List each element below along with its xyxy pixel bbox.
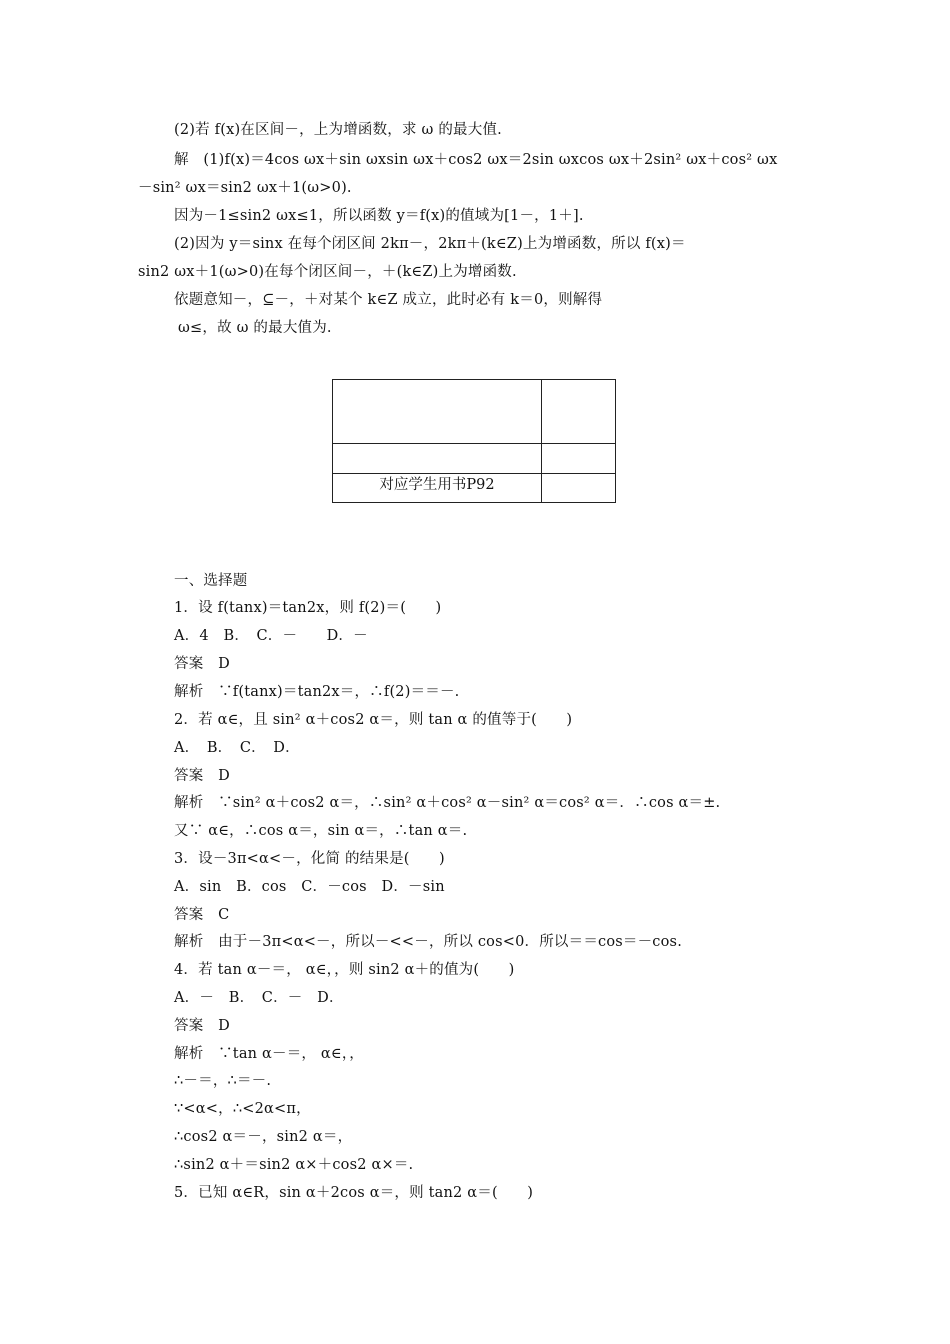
q4-analysis-2: ∴－＝，∴＝－.	[174, 1073, 272, 1089]
q2-analysis-2: 又∵ α∈，∴cos α＝，sin α＝，∴tan α＝.	[174, 823, 468, 839]
solution-line-1: 解 (1)f(x)＝4cos ωx＋sin ωxsin ωx＋cos2 ωx＝2sin ωxcos ωx＋2sin² ωx＋cos² ωx	[174, 152, 778, 168]
q4-options: A．－ B． C．－ D．	[174, 990, 344, 1006]
q3-analysis: 解析 由于－3π<α<－，所以－<<－，所以 cos<0．所以＝＝cos＝－cos.	[174, 934, 683, 950]
table-divider-horizontal-2	[333, 473, 615, 474]
question-2-part-2: (2)若 f(x)在区间－，上为增函数，求 ω 的最大值.	[174, 122, 502, 138]
q3-stem: 3．设－3π<α<－，化简 的结果是( )	[174, 851, 445, 867]
q4-stem: 4．若 tan α－＝， α∈，，则 sin2 α＋的值为( )	[174, 962, 515, 978]
q2-options: A． B． C． D．	[174, 740, 300, 756]
q4-analysis-4: ∴cos2 α＝－，sin2 α＝，	[174, 1129, 353, 1145]
solution-line-5: sin2 ωx＋1(ω>0)在每个闭区间－，＋(k∈Z)上为增函数.	[138, 264, 517, 280]
q2-analysis-1: 解析 ∵sin² α＋cos2 α＝，∴sin² α＋cos² α－sin² α＝cos² α＝．∴cos α＝±.	[174, 795, 721, 811]
q3-answer: 答案 C	[174, 907, 230, 923]
q5-stem: 5．已知 α∈R，sin α＋2cos α＝，则 tan2 α＝( )	[174, 1185, 534, 1201]
solution-line-2: －sin² ωx＝sin2 ωx＋1(ω>0).	[138, 180, 352, 196]
solution-line-6: 依题意知－，⊆－，＋对某个 k∈Z 成立，此时必有 k＝0，则解得	[174, 292, 603, 308]
reference-table	[332, 379, 616, 503]
q2-answer: 答案 D	[174, 768, 230, 784]
solution-line-4: (2)因为 y＝sinx 在每个闭区间 2kπ－，2kπ＋(k∈Z)上为增函数，所以 f(x)＝	[174, 236, 686, 252]
q4-answer: 答案 D	[174, 1018, 230, 1034]
solution-line-7: ω≤，故 ω 的最大值为.	[178, 320, 332, 336]
table-label: 对应学生用书P92	[379, 477, 495, 493]
solution-line-3: 因为－1≤sin2 ωx≤1，所以函数 y＝f(x)的值域为[1－，1＋].	[174, 208, 584, 224]
q1-stem: 1．设 f(tanx)＝tan2x，则 f(2)＝( )	[174, 600, 442, 616]
q2-stem: 2．若 α∈，且 sin² α＋cos2 α＝，则 tan α 的值等于( )	[174, 712, 573, 728]
q4-analysis-1: 解析 ∵tan α－＝， α∈，，	[174, 1046, 364, 1062]
q1-options: A．4 B． C．－ D．－	[174, 628, 368, 644]
q1-analysis: 解析 ∵f(tanx)＝tan2x＝，∴f(2)＝＝－.	[174, 684, 460, 700]
q1-answer: 答案 D	[174, 656, 230, 672]
table-divider-vertical	[541, 380, 542, 502]
q3-options: A．sin B．cos C．－cos D．－sin	[174, 879, 445, 895]
q4-analysis-3: ∵<α<，∴<2α<π，	[174, 1101, 311, 1117]
section-heading: 一、选择题	[174, 573, 248, 589]
q4-analysis-5: ∴sin2 α＋＝sin2 α×＋cos2 α×＝.	[174, 1157, 414, 1173]
table-divider-horizontal-1	[333, 443, 615, 444]
